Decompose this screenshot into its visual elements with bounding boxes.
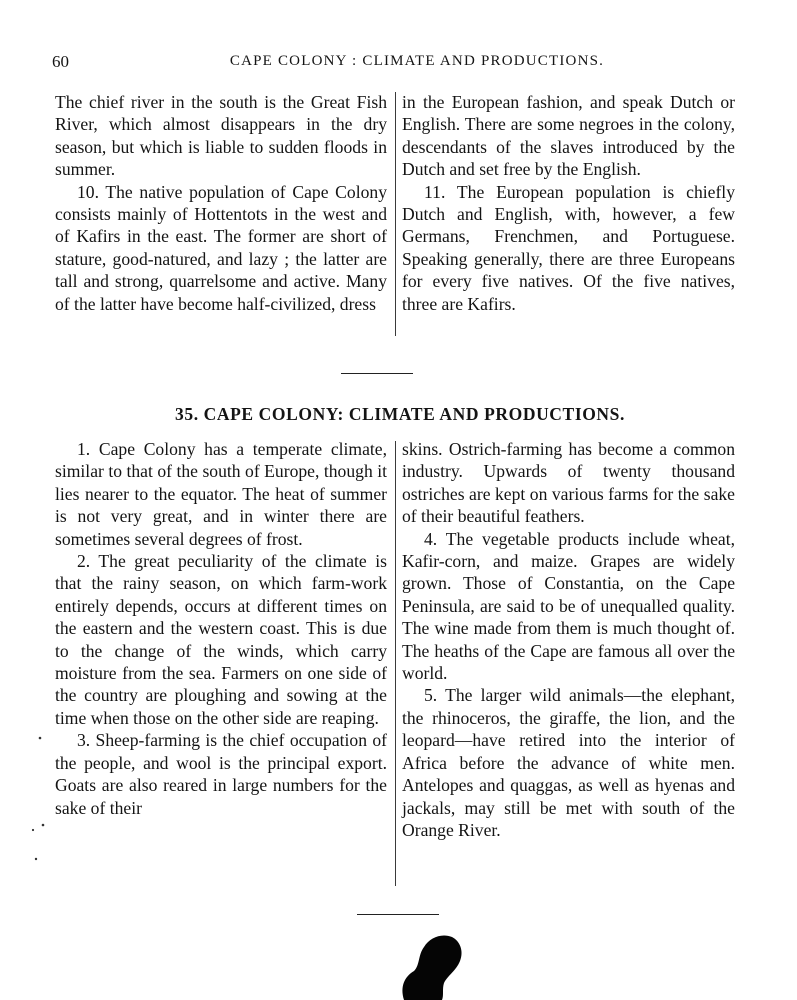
paragraph: in the European fashion, and speak Dutch or English. There are some negroes in the colony, descendants of the slaves introduced by the Dutch and set free by the English. — [402, 92, 735, 180]
running-head — [52, 52, 728, 74]
paragraph: The chief river in the south is the Great Fish River, which almost disappears in the dry season, but which is liable to sudden floods in summer. — [55, 92, 387, 180]
paragraph: 3. Sheep-farming is the chief occupation of the people, and wool is the principal export. Goats are also reared in large numbers for the sake of their — [55, 730, 387, 818]
paragraph: 10. The native population of Cape Colony consists mainly of Hottentots in the west and of Kafirs in the east. The former are short of stature, good-natured, and lazy ; the latter are tall and strong, quarrelsome and active. Many of the latter have become half-civilized, dress — [55, 181, 387, 314]
paragraph: 11. The European population is chiefly Dutch and English, with, however, a few Germans, Frenchmen, and Portuguese. Speaking generally, there are three Europeans for every five natives. Of the five natives, three are Kafirs. — [402, 181, 735, 314]
paragraph: 1. Cape Colony has a temperate climate, similar to that of the south of Europe, though it lies nearer to the equator. The heat of summer is not very great, and in winter there are sometimes several degrees of frost. — [55, 439, 387, 549]
top-left-column — [55, 91, 387, 315]
paragraph: 5. The larger wild animals—the elephant, the rhinoceros, the giraffe, the lion, and the leopard—have retired into the interior of Africa before the advance of white men. Antelopes and quaggas, as well as hyenas and jackals, may still be met with south of the Orange River. — [402, 685, 735, 840]
page-number: 60 — [52, 52, 69, 71]
column-divider — [395, 441, 396, 886]
end-rule — [357, 914, 439, 915]
paragraph: skins. Ostrich-farming has become a common industry. Upwards of twenty thousand ostriches are kept on various farms for the sake of their beautiful feathers. — [402, 439, 735, 527]
section-heading: 35. CAPE COLONY: CLIMATE AND PRODUCTIONS. — [175, 404, 625, 424]
section-separator-rule — [341, 373, 413, 374]
section-left-column — [55, 438, 387, 819]
paragraph: 2. The great peculiarity of the climate is that the rainy season, on which farm-work entirely depends, occurs at different times on the eastern and the western coast. This is due to the change of the winds, which carry moisture from the sea. Farmers on one side of the country are ploughing and sowing at the time when those on the other side are reaping. — [55, 551, 387, 728]
column-divider — [395, 92, 396, 336]
section-right-column — [402, 438, 735, 841]
margin-speck-marks — [28, 720, 48, 870]
ink-blot-mark — [390, 925, 470, 1000]
running-title: CAPE COLONY : CLIMATE AND PRODUCTIONS. — [229, 53, 605, 69]
paragraph: 4. The vegetable products include wheat, Kafir-corn, and maize. Grapes are widely grown. Those of Constantia, on the Cape Peninsula, are said to be of unequalled quality. The wine made from them is much thought of. The heaths of the Cape are famous all over the world. — [402, 528, 735, 684]
top-right-column — [402, 91, 735, 315]
